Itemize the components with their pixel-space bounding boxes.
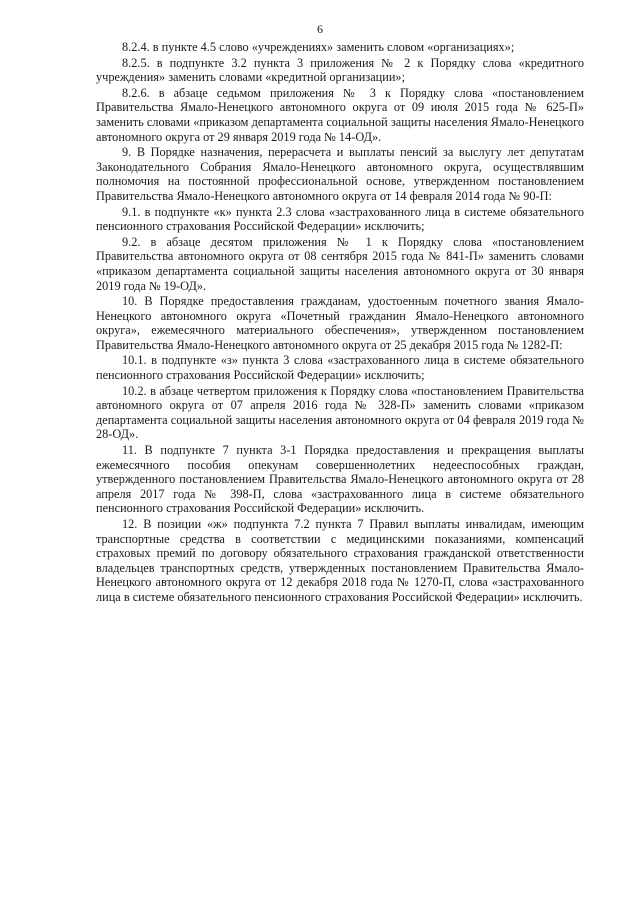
document-body	[96, 40, 584, 606]
paragraph-8-2-5: 8.2.5. в подпункте 3.2 пункта 3 приложения № 2 к Порядку слова «кредитного учреждения» заменить словами «кредитной организации»;	[96, 55, 584, 85]
paragraph-8-2-6: 8.2.6. в абзаце седьмом приложения № 3 к Порядку слова «постановлением Правительства Ямало-Ненецкого автономного округа от 09 июля 2015 года № 625-П» заменить словами «приказом департамента социальной защиты населения Ямало-Ненецкого автономного округа от 29 января 2019 года № 14-ОД».	[96, 85, 584, 144]
paragraph-12: 12. В позиции «ж» подпункта 7.2 пункта 7 Правил выплаты инвалидам, имеющим транспортные средства в соответствии с медицинскими показаниями, компенсаций страховых премий по договору обязательного страхования гражданской ответственности владельцев транспортных средств, утвержденных постановлением Правительства Ямало-Ненецкого автономного округа от 12 декабря 2018 года № 1270-П, слова «застрахованного лица в системе обязательного пенсионного страхования Российской Федерации» исключить.	[96, 517, 584, 604]
paragraph-10: 10. В Порядке предоставления гражданам, удостоенным почетного звания Ямало-Ненецкого автономного округа «Почетный гражданин Ямало-Ненецкого автономного округа», ежемесячного материального обеспечения», утвержденном постановлением Правительства Ямало-Ненецкого автономного округа от 25 декабря 2015 года № 1282-П:	[96, 294, 584, 352]
paragraph-10-1: 10.1. в подпункте «з» пункта 3 слова «застрахованного лица в системе обязательного пенсионного страхования Российской Федерации» исключить;	[96, 353, 584, 383]
paragraph-10-2: 10.2. в абзаце четвертом приложения к Порядку слова «постановлением Правительства автономного округа от 07 апреля 2016 года № 328-П» заменить словами «приказом департамента социальной защиты населения автономного округа от 04 февраля 2019 года № 28-ОД».	[96, 383, 584, 442]
paragraph-9-2: 9.2. в абзаце десятом приложения № 1 к Порядку слова «постановлением Правительства автономного округа от 08 сентября 2015 года № 841-П» заменить словами «приказом департамента социальной защиты населения автономного округа от 30 января 2019 года № 19-ОД».	[96, 234, 584, 293]
paragraph-8-2-4: 8.2.4. в пункте 4.5 слово «учреждениях» заменить словом «организациях»;	[122, 40, 515, 54]
page-number: 6	[317, 22, 323, 36]
paragraph-9: 9. В Порядке назначения, перерасчета и выплаты пенсий за выслугу лет депутатам Законодательного Собрания Ямало-Ненецкого автономного округа, осуществлявшим полномочия на постоянной профессиональной основе, утвержденном постановлением Правительства Ямало-Ненецкого автономного округа от 14 февраля 2014 года № 90-П:	[96, 145, 584, 203]
paragraph-9-1: 9.1. в подпункте «к» пункта 2.3 слова «застрахованного лица в системе обязательного пенсионного страхования Российской Федерации» исключить;	[96, 204, 584, 234]
paragraph-11: 11. В подпункте 7 пункта 3-1 Порядка предоставления и прекращения выплаты ежемесячного пособия опекунам совершеннолетних недееспособных граждан, утвержденного постановлением Правительства Ямало-Ненецкого автономного округа от 28 апреля 2017 года № 398-П, слова «застрахованного лица в системе обязательного пенсионного страхования Российской Федерации» исключить.	[96, 443, 584, 516]
